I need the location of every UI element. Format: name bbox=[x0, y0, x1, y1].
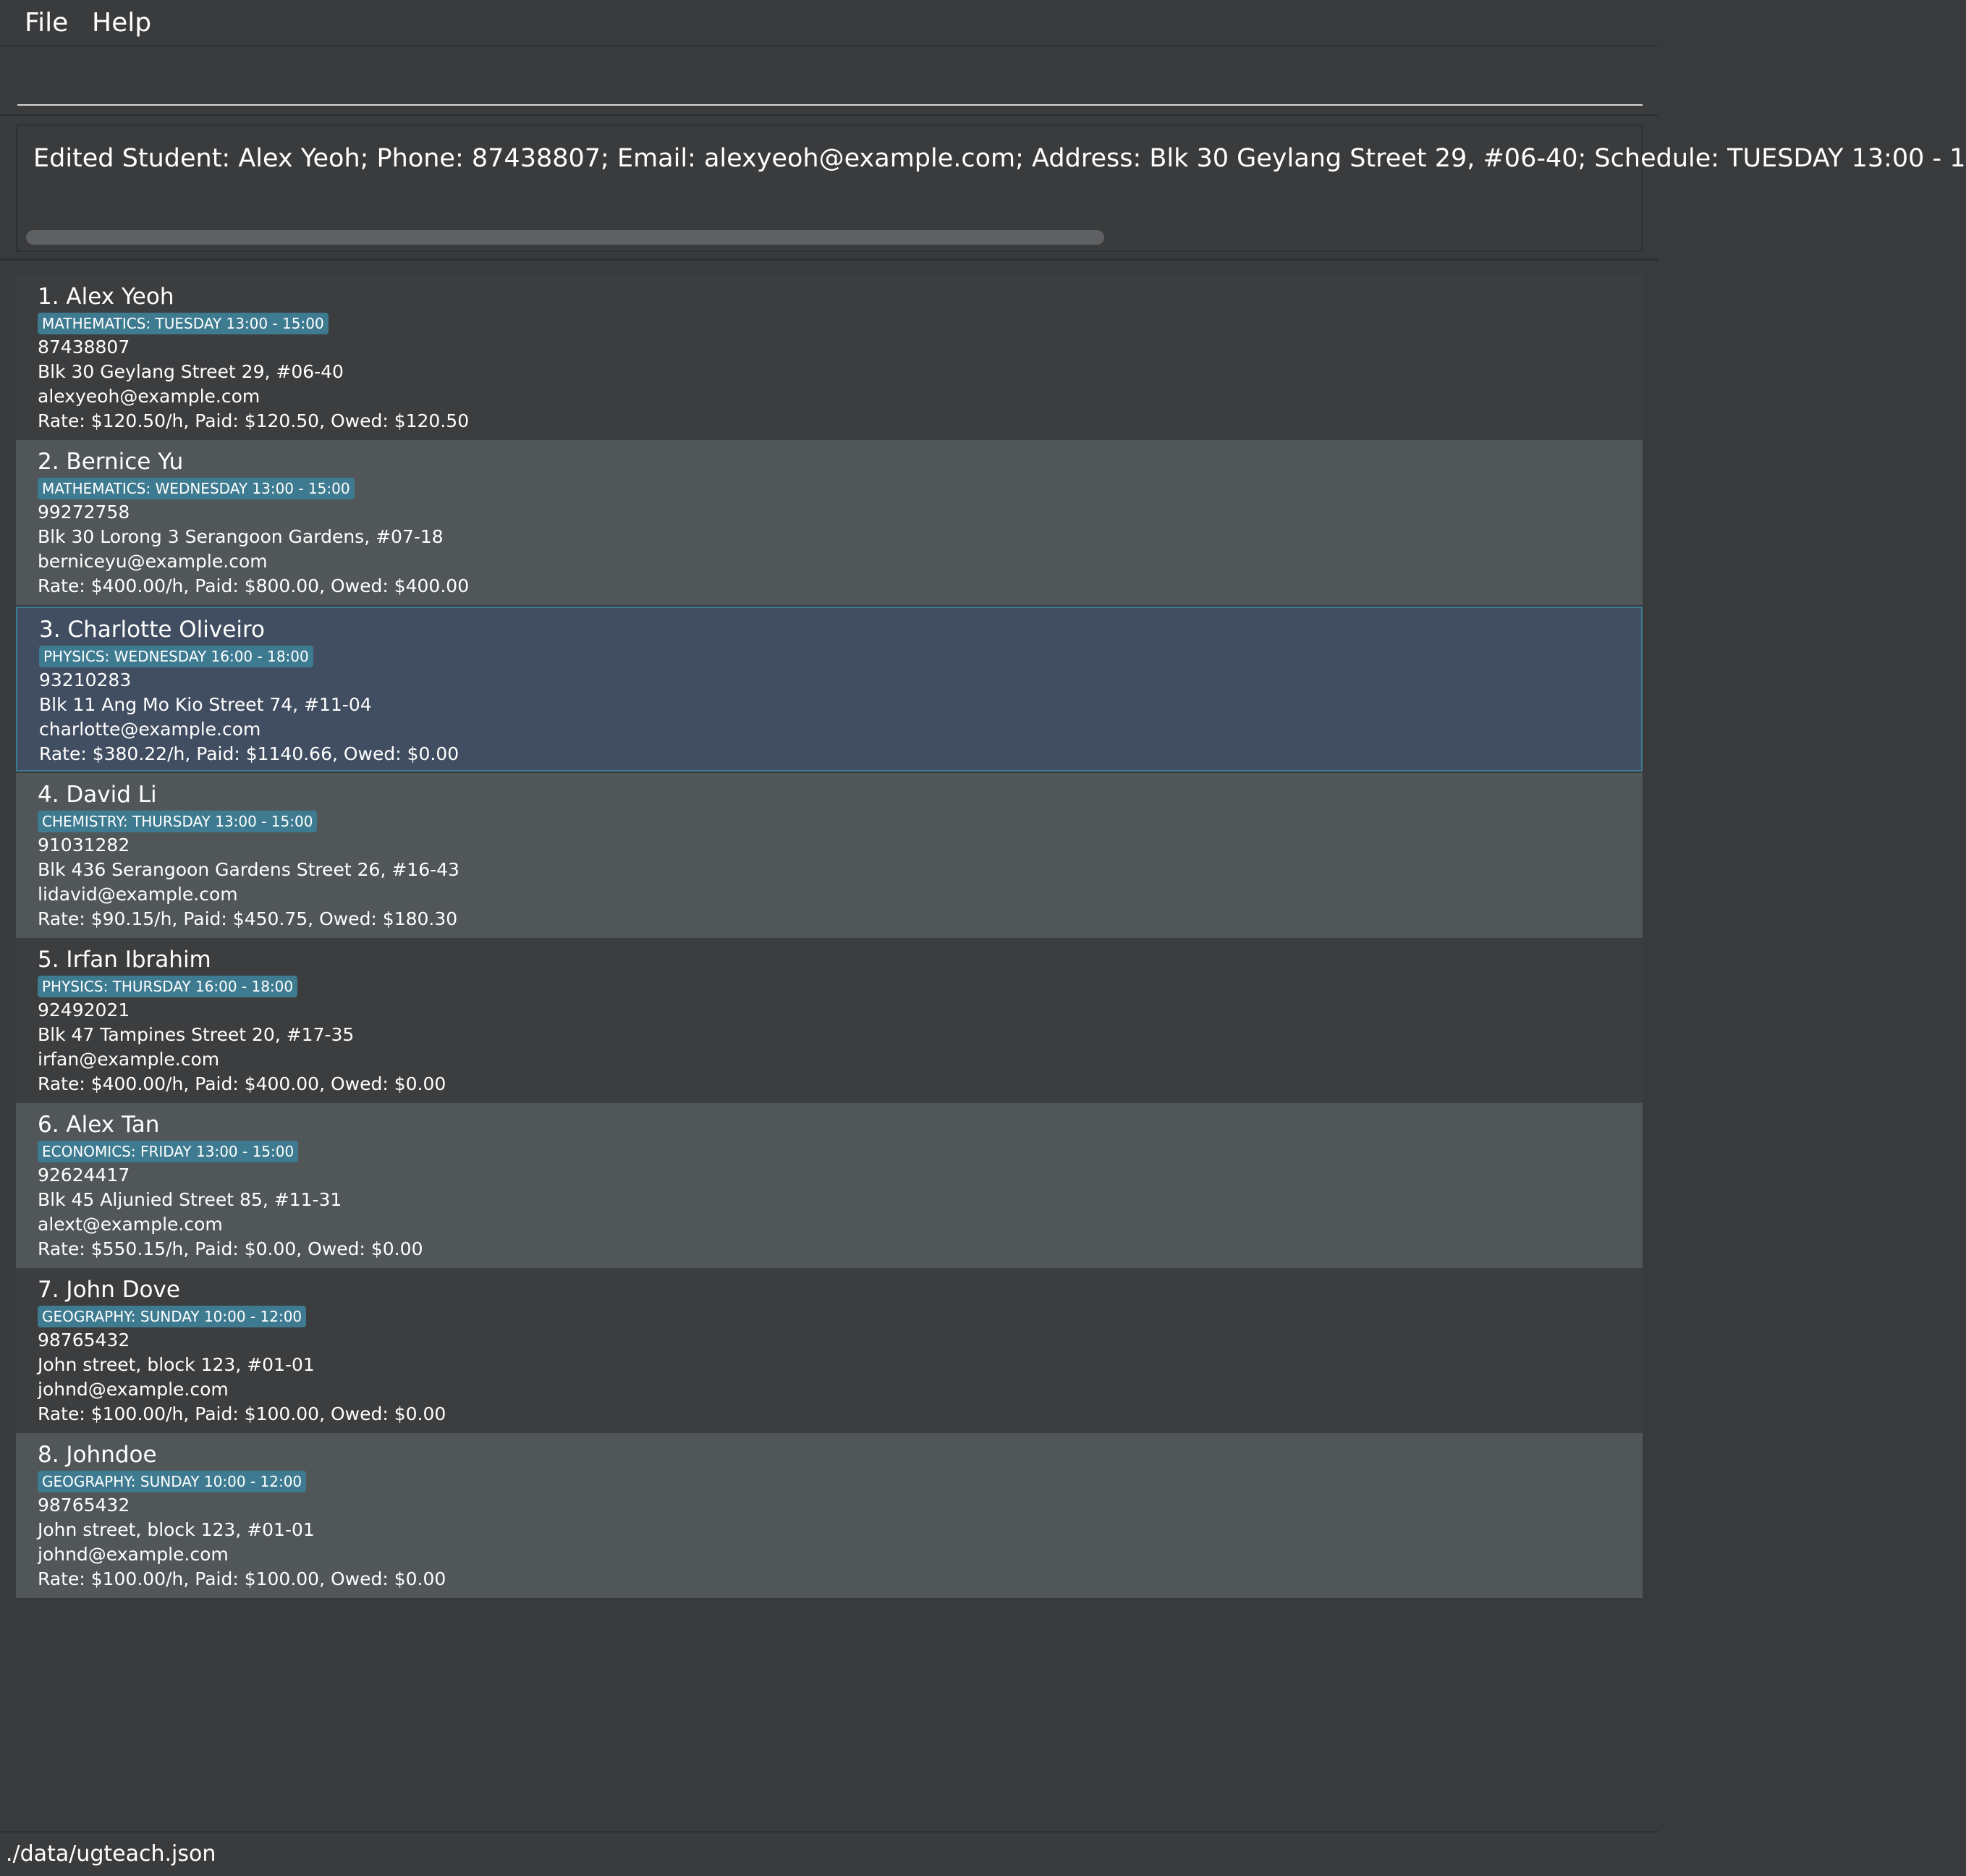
command-box bbox=[0, 46, 1658, 116]
student-address: Blk 47 Tampines Street 20, #17-35 bbox=[38, 1024, 355, 1045]
student-email: alext@example.com bbox=[38, 1214, 223, 1235]
student-phone: 92624417 bbox=[38, 1165, 130, 1186]
student-name: 5. Irfan Ibrahim bbox=[38, 947, 211, 973]
student-phone: 87438807 bbox=[38, 337, 130, 358]
student-name: 1. Alex Yeoh bbox=[38, 284, 174, 310]
student-card[interactable] bbox=[16, 1268, 1643, 1433]
student-address: John street, block 123, #01-01 bbox=[38, 1519, 315, 1540]
menu-bar bbox=[0, 0, 1658, 46]
student-email: johnd@example.com bbox=[38, 1544, 229, 1565]
schedule-tag: GEOGRAPHY: SUNDAY 10:00 - 12:00 bbox=[38, 1471, 306, 1492]
student-address: Blk 436 Serangoon Gardens Street 26, #16-43 bbox=[38, 859, 459, 880]
student-phone: 98765432 bbox=[38, 1330, 130, 1351]
schedule-tag: CHEMISTRY: THURSDAY 13:00 - 15:00 bbox=[38, 811, 317, 832]
student-phone: 91031282 bbox=[38, 835, 130, 855]
student-phone: 92492021 bbox=[38, 1000, 130, 1021]
student-card[interactable] bbox=[16, 938, 1643, 1103]
student-phone: 99272758 bbox=[38, 502, 130, 523]
schedule-tag: ECONOMICS: FRIDAY 13:00 - 15:00 bbox=[38, 1141, 298, 1162]
menu-file[interactable]: File bbox=[25, 8, 69, 38]
student-email: charlotte@example.com bbox=[39, 719, 261, 740]
student-email: irfan@example.com bbox=[38, 1049, 220, 1070]
student-address: John street, block 123, #01-01 bbox=[38, 1354, 315, 1375]
student-phone: 93210283 bbox=[39, 669, 132, 690]
result-scrollbar-thumb[interactable] bbox=[26, 230, 1104, 245]
student-card[interactable] bbox=[16, 1433, 1643, 1598]
student-address: Blk 45 Aljunied Street 85, #11-31 bbox=[38, 1189, 342, 1210]
schedule-tag: PHYSICS: THURSDAY 16:00 - 18:00 bbox=[38, 976, 297, 997]
student-name: 2. Bernice Yu bbox=[38, 449, 184, 475]
student-email: berniceyu@example.com bbox=[38, 551, 268, 572]
student-name: 3. Charlotte Oliveiro bbox=[39, 617, 265, 643]
student-name: 7. John Dove bbox=[38, 1277, 180, 1303]
student-list[interactable] bbox=[16, 275, 1643, 1600]
student-payment: Rate: $400.00/h, Paid: $400.00, Owed: $0.00 bbox=[38, 1073, 446, 1094]
schedule-tag: GEOGRAPHY: SUNDAY 10:00 - 12:00 bbox=[38, 1306, 306, 1327]
student-name: 8. Johndoe bbox=[38, 1442, 157, 1468]
student-phone: 98765432 bbox=[38, 1495, 130, 1516]
student-address: Blk 30 Geylang Street 29, #06-40 bbox=[38, 361, 344, 382]
student-payment: Rate: $550.15/h, Paid: $0.00, Owed: $0.00 bbox=[38, 1238, 423, 1259]
result-text: Edited Student: Alex Yeoh; Phone: 87438807; Email: alexyeoh@example.com; Address: Blk 30 Geylang Street 29, #06-40; Schedule: TUESDAY 13:00 - 1 bbox=[33, 144, 1966, 173]
student-payment: Rate: $120.50/h, Paid: $120.50, Owed: $120.50 bbox=[38, 410, 470, 431]
student-email: johnd@example.com bbox=[38, 1379, 229, 1400]
student-card[interactable] bbox=[16, 275, 1643, 440]
schedule-tag: PHYSICS: WEDNESDAY 16:00 - 18:00 bbox=[39, 646, 313, 667]
student-name: 6. Alex Tan bbox=[38, 1112, 160, 1138]
student-payment: Rate: $100.00/h, Paid: $100.00, Owed: $0.00 bbox=[38, 1568, 446, 1589]
schedule-tag: MATHEMATICS: TUESDAY 13:00 - 15:00 bbox=[38, 313, 329, 334]
student-payment: Rate: $400.00/h, Paid: $800.00, Owed: $400.00 bbox=[38, 575, 470, 596]
student-card[interactable] bbox=[16, 1103, 1643, 1268]
student-card[interactable] bbox=[16, 773, 1643, 938]
student-email: lidavid@example.com bbox=[38, 884, 238, 905]
result-display[interactable] bbox=[16, 124, 1966, 252]
result-display-pane bbox=[0, 116, 1966, 261]
student-email: alexyeoh@example.com bbox=[38, 386, 260, 407]
student-name: 4. David Li bbox=[38, 782, 157, 808]
schedule-tag: MATHEMATICS: WEDNESDAY 13:00 - 15:00 bbox=[38, 478, 355, 499]
student-card-selected[interactable] bbox=[16, 607, 1643, 772]
menu-help[interactable]: Help bbox=[92, 8, 152, 38]
status-bar bbox=[0, 1831, 1658, 1876]
student-payment: Rate: $380.22/h, Paid: $1140.66, Owed: $0.00 bbox=[39, 743, 459, 764]
student-address: Blk 30 Lorong 3 Serangoon Gardens, #07-18 bbox=[38, 526, 444, 547]
student-address: Blk 11 Ang Mo Kio Street 74, #11-04 bbox=[39, 694, 372, 715]
student-card[interactable] bbox=[16, 440, 1643, 605]
result-horizontal-scrollbar[interactable] bbox=[26, 230, 1632, 246]
student-payment: Rate: $100.00/h, Paid: $100.00, Owed: $0.00 bbox=[38, 1403, 446, 1424]
command-input[interactable] bbox=[17, 61, 1643, 106]
student-payment: Rate: $90.15/h, Paid: $450.75, Owed: $180.30 bbox=[38, 908, 458, 929]
data-file-path: ./data/ugteach.json bbox=[6, 1841, 216, 1867]
